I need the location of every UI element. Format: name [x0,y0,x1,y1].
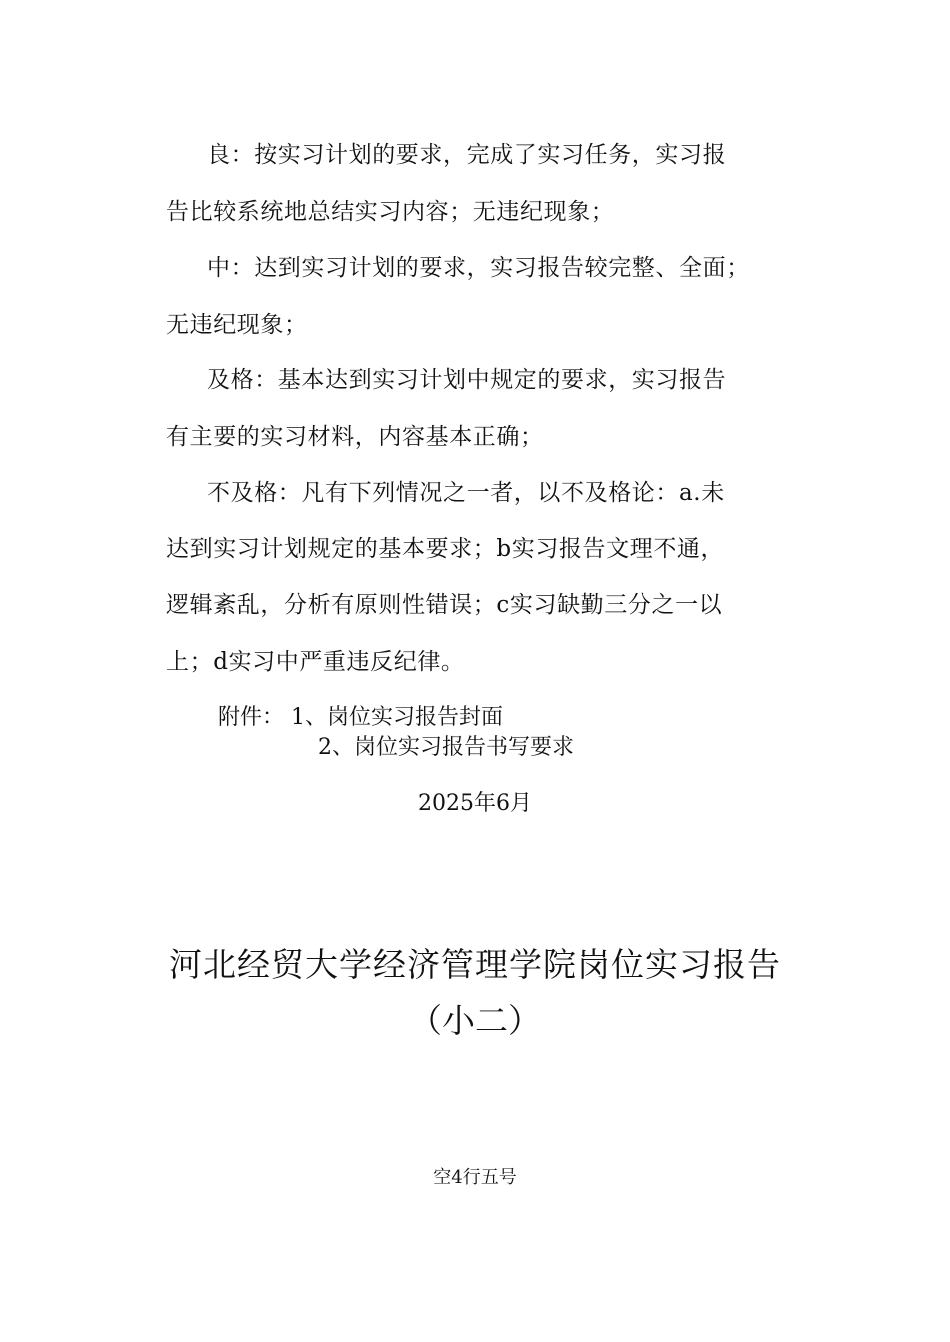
grading-line-pass-2: 有主要的实习材料，内容基本正确； [166,424,544,450]
attachment-line-2: 2、岗位实习报告书写要求 [318,735,574,760]
grading-line-fail-2: 达到实习计划规定的基本要求；b实习报告文理不通， [166,536,725,562]
attachment-line-1: 附件： 1、岗位实习报告封面 [218,705,503,730]
grading-line-good-1: 良：按实习计划的要求，完成了实习任务，实习报 [207,142,727,168]
grading-line-medium-2: 无违纪现象； [166,312,308,338]
document-date: 2025年6月 [418,791,532,816]
grading-line-medium-1: 中：达到实习计划的要求，实习报告较完整、全面； [207,255,750,281]
cover-subtitle: （小二） [409,1001,541,1040]
grading-line-good-2: 告比较系统地总结实习内容；无违纪现象； [166,199,615,225]
grading-line-fail-1: 不及格：凡有下列情况之一者，以不及格论：a.未 [207,480,725,506]
cover-title: 河北经贸大学经济管理学院岗位实习报告 [169,945,781,984]
grading-line-fail-3: 逻辑紊乱，分析有原则性错误；c实习缺勤三分之一以 [166,592,723,618]
format-note: 空4行五号 [433,1167,517,1188]
grading-line-fail-4: 上；d实习中严重违反纪律。 [166,649,465,675]
grading-line-pass-1: 及格：基本达到实习计划中规定的要求，实习报告 [207,367,727,393]
